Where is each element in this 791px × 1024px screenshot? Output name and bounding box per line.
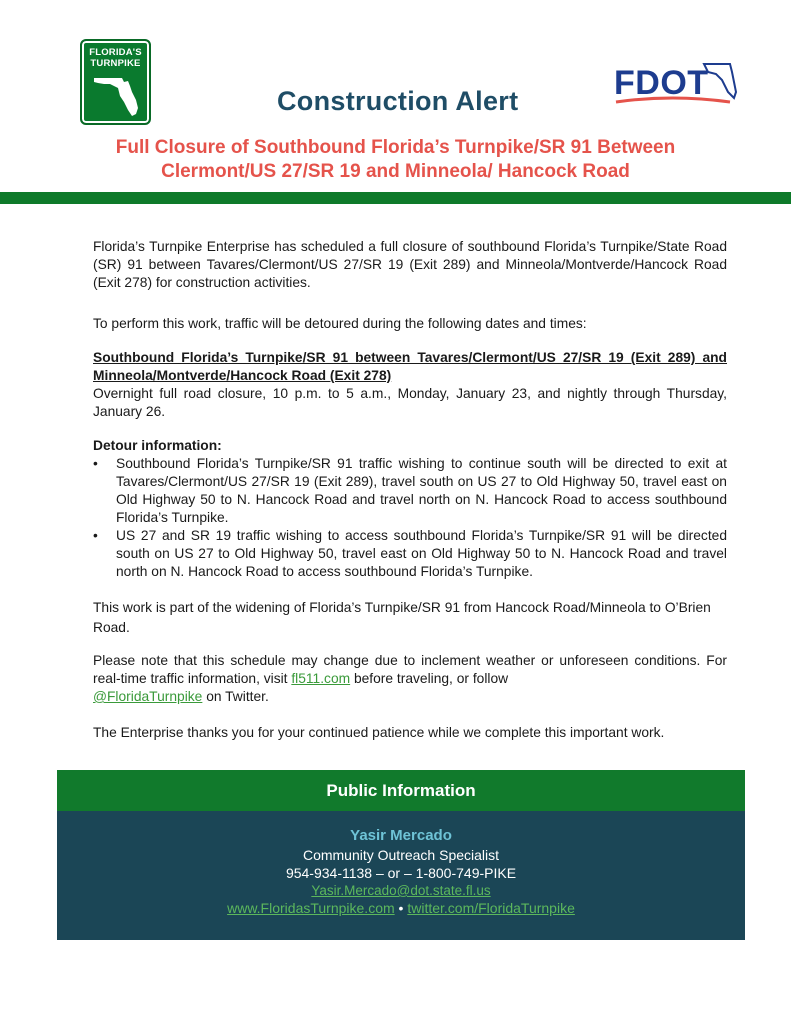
note-text-middle: before traveling, or follow bbox=[350, 671, 509, 686]
contact-links bbox=[57, 900, 745, 916]
florida-map-icon bbox=[92, 74, 142, 120]
detour-section bbox=[93, 437, 727, 581]
twitter-link[interactable]: twitter.com/FloridaTurnpike bbox=[407, 900, 575, 916]
widening-paragraph: This work is part of the widening of Florida’s Turnpike/SR 91 from Hancock Road/Minneola to O’Brien Road. bbox=[93, 600, 711, 635]
intro-paragraph: Florida’s Turnpike Enterprise has scheduled a full closure of southbound Florida’s Turnpike/State Road (SR) 91 between Tavares/Clermont/US 27/SR 19 (Exit 289) and Minneola/Montverde/Hancock Road (Exit 278) for construction activities. bbox=[93, 239, 727, 290]
note-text-after: on Twitter. bbox=[202, 689, 269, 704]
subtitle-line-1: Full Closure of Southbound Florida’s Turnpike/SR 91 Between bbox=[115, 137, 676, 158]
detour-list bbox=[93, 455, 727, 581]
detour-title: Detour information: bbox=[93, 438, 222, 453]
detour-lead-paragraph: To perform this work, traffic will be detoured during the following dates and times: bbox=[93, 316, 587, 331]
twitter-handle-link[interactable]: @FloridaTurnpike bbox=[93, 689, 203, 704]
contact-email-link[interactable]: Yasir.Mercado@dot.state.fl.us bbox=[311, 883, 491, 898]
schedule-note-paragraph bbox=[93, 652, 727, 706]
closure-heading: Southbound Florida’s Turnpike/SR 91 between Tavares/Clermont/US 27/SR 19 (Exit 289) and Minneola/Montverde/Hancock Road (Exit 278) bbox=[93, 350, 727, 383]
header-divider bbox=[0, 192, 791, 204]
contact-role: Community Outreach Specialist bbox=[302, 847, 500, 863]
fdot-logo bbox=[612, 58, 738, 118]
fdot-logo-text: FDOT bbox=[614, 64, 709, 102]
subtitle-line-2: Clermont/US 27/SR 19 and Minneola/ Hancock Road bbox=[161, 161, 630, 182]
closure-section bbox=[93, 349, 727, 421]
thanks-paragraph: The Enterprise thanks you for your continued patience while we complete this important work. bbox=[93, 725, 665, 740]
website-link[interactable]: www.FloridasTurnpike.com bbox=[227, 900, 395, 916]
contact-panel bbox=[57, 811, 745, 940]
detour-item: • Southbound Florida’s Turnpike/SR 91 traffic wishing to continue south will be directed to exit at Tavares/Clermont/US 27/SR 19 (Exit 289), travel south on US 27 to Old Highway 50, travel east on Old Highway 50 to N. Hancock Road and travel north on N. Hancock Road to access southbound Florida’s Turnpike. bbox=[93, 455, 727, 527]
public-information-header: Public Information bbox=[57, 770, 745, 811]
link-separator: • bbox=[394, 900, 408, 916]
alert-subtitle bbox=[40, 136, 751, 184]
contact-phone: 954-934-1138 – or – 1-800-749-PIKE bbox=[285, 865, 517, 881]
fl511-link[interactable]: fl511.com bbox=[291, 671, 351, 686]
contact-name: Yasir Mercado bbox=[350, 827, 452, 844]
closure-detail: Overnight full road closure, 10 p.m. to 5 a.m., Monday, January 23, and nightly through Thursday, January 26. bbox=[93, 386, 727, 419]
florida-turnpike-logo bbox=[80, 39, 151, 125]
note-text-before: Please note that this schedule may change due to inclement weather or unforeseen conditions. For real-time traffic information, visit bbox=[93, 653, 727, 686]
detour-item: • US 27 and SR 19 traffic wishing to access southbound Florida’s Turnpike/SR 91 will be directed south on US 27 to Old Highway 50, travel east on Old Highway 50 to N. Hancock Road and travel north on N. Hancock Road to access southbound Florida’s Turnpike. bbox=[93, 527, 727, 581]
turnpike-logo-text: FLORIDA'S TURNPIKE bbox=[89, 47, 142, 69]
page-title: Construction Alert bbox=[277, 86, 519, 116]
